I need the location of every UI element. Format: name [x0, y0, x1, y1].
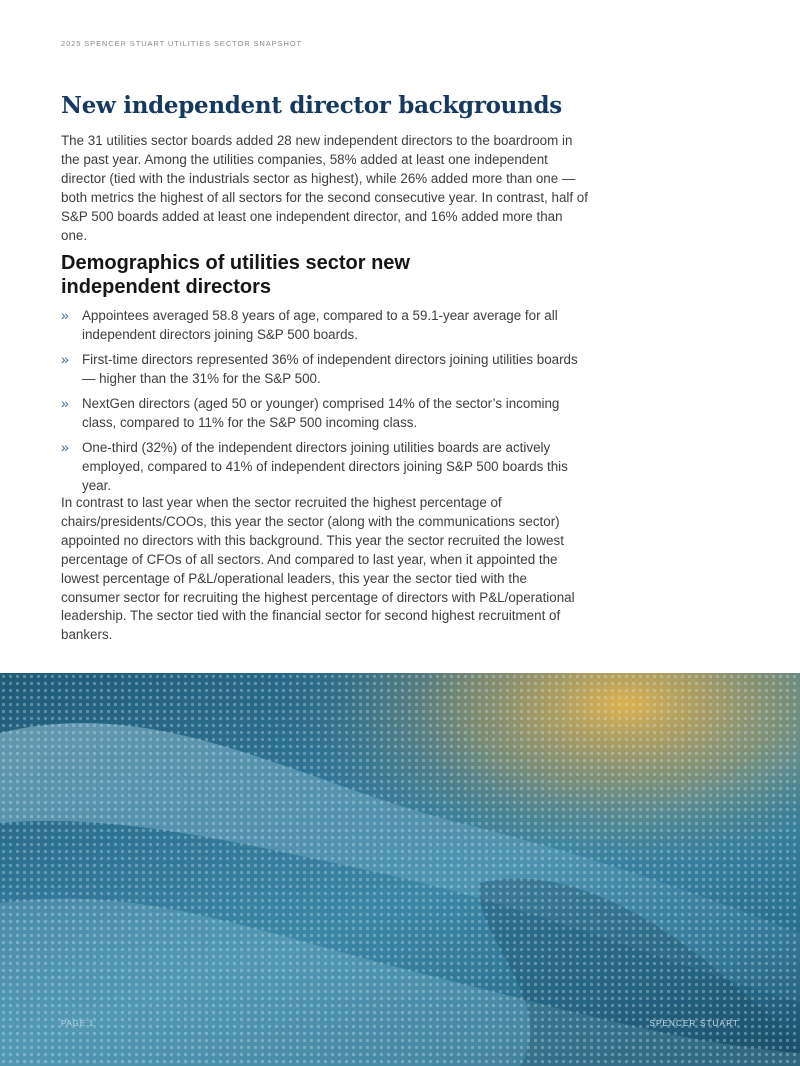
brand-wordmark: SPENCER STUART: [649, 1019, 739, 1028]
page-title: New independent director backgrounds: [61, 92, 562, 119]
closing-paragraph: In contrast to last year when the sector recruited the highest percentage of chairs/presidents/COOs, this year the sector (along with the communications sector) appointed no directors with this background. This year the sector recruited the lowest percentage of CFOs of all sectors. And compared to last year, when it appointed the lowest percentage of P&L/operational leaders, this year the sector tied with the consumer sector for recruiting the highest percentage of directors with P&L/operational leadership. The sector tied with the financial sector for second highest recruitment of bankers.: [61, 495, 575, 643]
list-item: [61, 394, 589, 432]
abstract-data-landscape-image: [0, 673, 800, 1066]
list-item: [61, 438, 589, 495]
bullet-text: First-time directors represented 36% of independent directors joining utilities boards — higher than the 31% for the S&P 500.: [82, 352, 578, 386]
chevron-bullet-icon: »: [61, 307, 69, 323]
running-header: 2025 SPENCER STUART UTILITIES SECTOR SNAPSHOT: [61, 39, 302, 48]
chevron-bullet-icon: »: [61, 351, 69, 367]
bullet-text: NextGen directors (aged 50 or younger) comprised 14% of the sector’s incoming class, compared to 11% for the S&P 500 incoming class.: [82, 396, 560, 430]
list-item: [61, 306, 589, 344]
intro-paragraph: The 31 utilities sector boards added 28 new independent directors to the boardroom in the past year. Among the utilities companies, 58% added at least one independent director (tied with the industrials sector as highest), while 26% added more than one — both metrics the highest of all sectors for the second consecutive year. In contrast, half of S&P 500 boards added at least one independent director, and 16% added more than one.: [61, 133, 588, 243]
list-item: [61, 350, 589, 388]
page-number: PAGE 1: [61, 1019, 95, 1028]
bullet-text: Appointees averaged 58.8 years of age, compared to a 59.1-year average for all independent directors joining S&P 500 boards.: [82, 308, 558, 342]
abstract-texture-graphic: [0, 673, 800, 1066]
chevron-bullet-icon: »: [61, 395, 69, 411]
bullet-text: One-third (32%) of the independent directors joining utilities boards are actively employed, compared to 41% of independent directors joining S&P 500 boards this year.: [82, 440, 568, 493]
demographics-list: [61, 306, 589, 501]
demographics-heading: Demographics of utilities sector new independent directors: [61, 252, 410, 298]
chevron-bullet-icon: »: [61, 439, 69, 455]
